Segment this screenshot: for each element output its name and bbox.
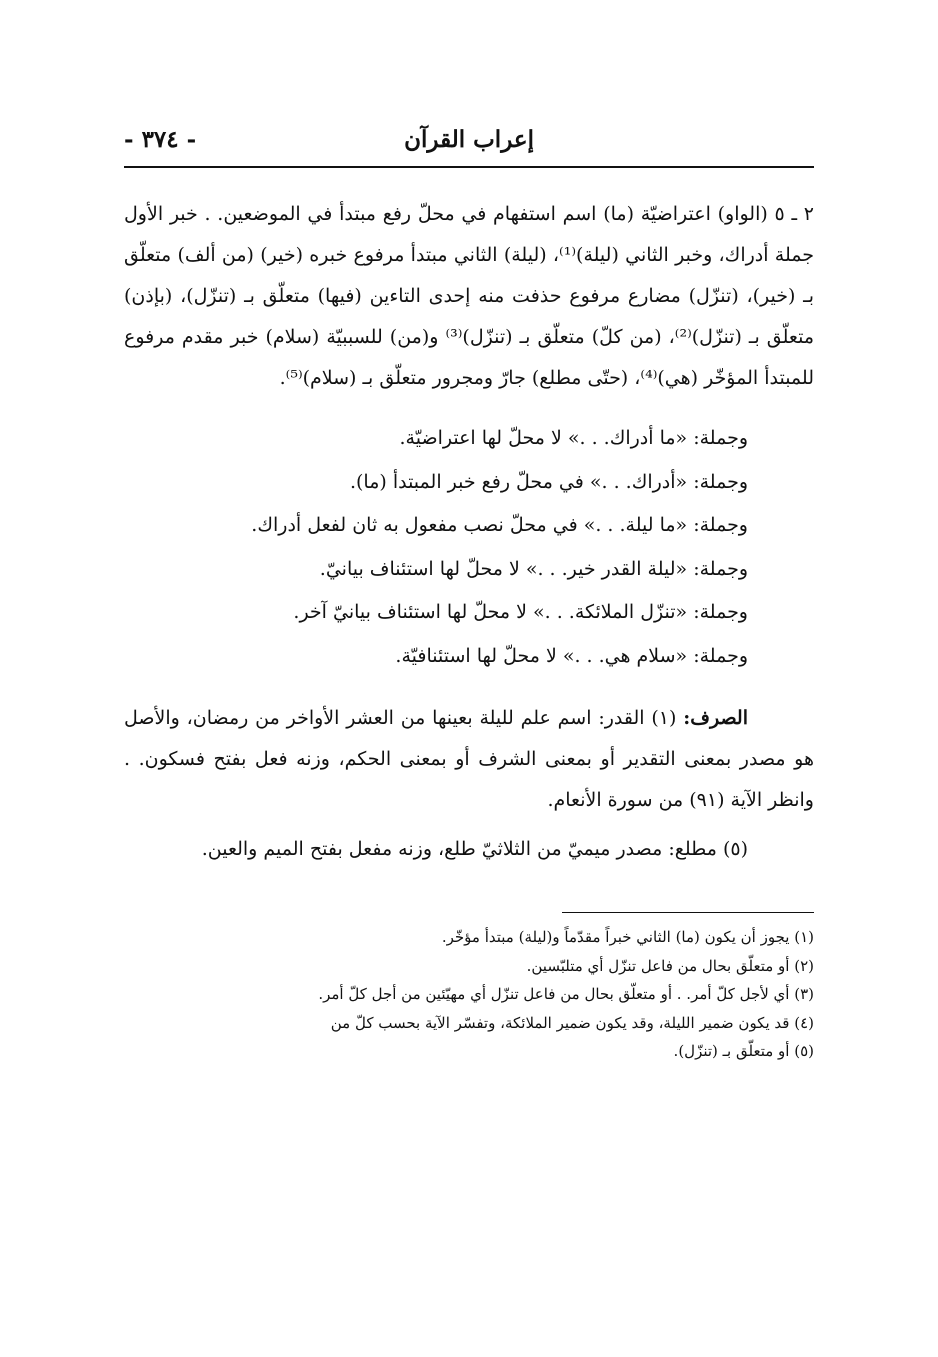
sarf-text: (١) القدر: اسم علم لليلة بعينها من العشر الأواخر من رمضان، والأصل هو مصدر بمعنى التقدير أو بمعنى الشرف أو بمعنى الحكم، وزنه فعل بفتح فسكون. . وانظر الآية (٩١) من سورة الأنعام. <box>124 707 814 811</box>
sentence-item: وجملة: «ليلة القدر خير. . .» لا محلّ لها استئناف بيانيّ. <box>319 557 748 580</box>
page-header <box>124 118 814 168</box>
book-page <box>124 118 814 1066</box>
footnote-item: (٥) أو متعلّق بـ (تنزّل). <box>673 1042 814 1060</box>
main-paragraph: ٢ ـ ٥ (الواو) اعتراضيّة (ما) اسم استفهام في محلّ رفع مبتدأ في الموضعين. . خبر الأول جملة أدراك، وخبر الثاني (ليلة)⁽¹⁾، (ليلة) الثاني مبتدأ مرفوع خبره (خير) (من ألف) متعلّق بـ (خير)، (تنزّل) مضارع مرفوع حذفت منه إحدى التاءين (فيها) متعلّق بـ (تنزّل)، (بإذن) متعلّق بـ (تنزّل)⁽²⁾، (من كلّ) متعلّق بـ (تنزّل)⁽³⁾ و(من) للسببيّة (سلام) خبر مقدم مرفوع للمبتدأ المؤخّر (هي)⁽⁴⁾، (حتّى مطلع) جارّ ومجرور متعلّق بـ (سلام)⁽⁵⁾. <box>124 203 814 389</box>
footnotes <box>124 923 814 1066</box>
sarf-label: الصرف: <box>683 707 748 729</box>
sentence-list <box>124 417 814 678</box>
footnote-item: (٢) أو متعلّق بحال من فاعل تنزّل أي متلبّسين. <box>526 956 814 975</box>
sentence-item: وجملة: «ما أدراك. . .» لا محلّ لها اعتراضيّة. <box>399 427 748 449</box>
footnote-divider <box>562 912 814 913</box>
sentence-item: وجملة: «ما ليلة. . .» في محلّ نصب مفعول به ثان لفعل أدراك. <box>251 514 748 536</box>
sarf-paragraph-2: (٥) مطلع: مصدر ميميّ من الثلاثيّ طلع، وزنه مفعل بفتح الميم والعين. <box>201 838 748 860</box>
sentence-item: وجملة: «تنزّل الملائكة. . .» لا محلّ لها استئناف بيانيّ آخر. <box>293 601 748 623</box>
sentence-item: وجملة: «سلام هي. . .» لا محلّ لها استئنافيّة. <box>395 644 748 667</box>
footnote-item: (٣) أي لأجل كلّ أمر. . أو متعلّق بحال من فاعل تنزّل أي مهيّئين من أجل كلّ أمر. <box>318 985 814 1003</box>
footnote-item: (١) يجوز أن يكون (ما) الثاني خبراً مقدّماً و(ليلة) مبتدأ مؤخّر. <box>441 928 814 946</box>
footnote-item: (٤) قد يكون ضمير الليلة، وقد يكون ضمير الملائكة، وتفسّر الآية بحسب كلّ من <box>330 1013 814 1032</box>
page-number: - ٣٧٤ - <box>124 126 197 153</box>
sarf-paragraph <box>124 698 814 821</box>
running-title: إعراب القرآن <box>404 126 534 153</box>
sentence-item: وجملة: «أدراك. . .» في محلّ رفع خبر المبتدأ (ما). <box>349 470 748 493</box>
